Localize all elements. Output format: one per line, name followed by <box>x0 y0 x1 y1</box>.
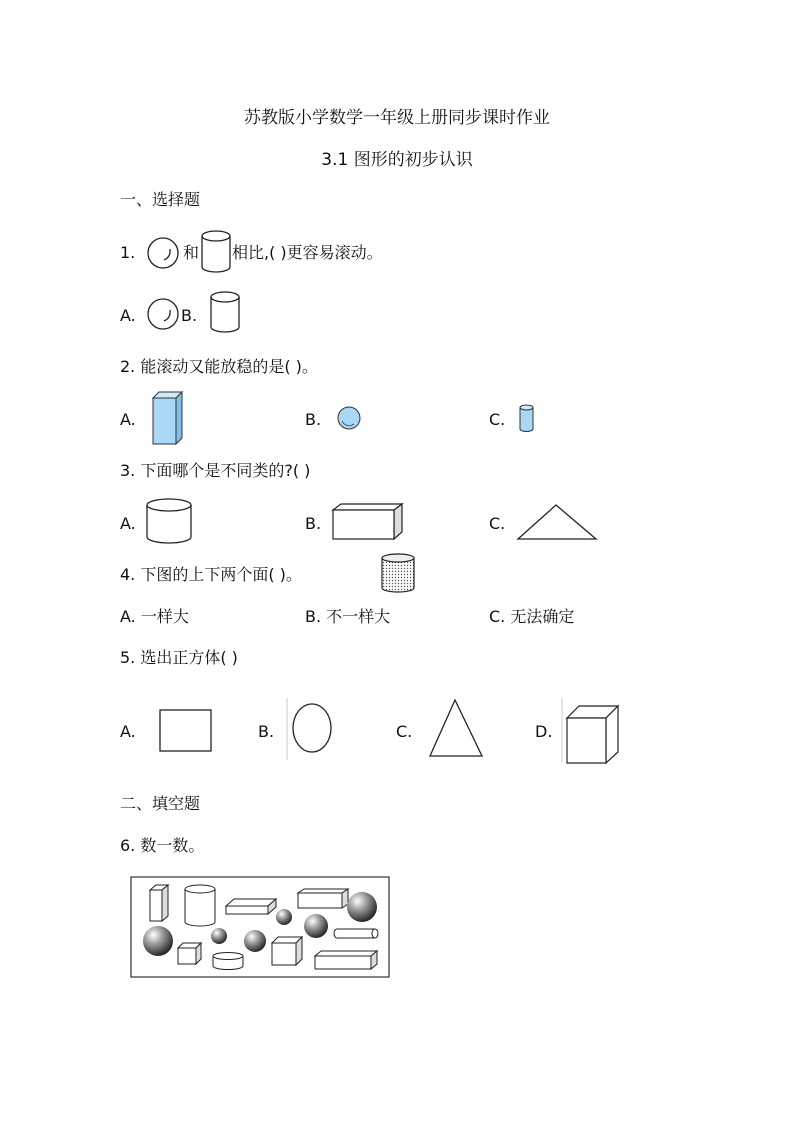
q5-triangle-icon <box>425 696 487 762</box>
q3-option-c-label: C. <box>489 514 506 533</box>
q6-sphere <box>143 926 173 956</box>
q6-medium-cube <box>272 937 302 965</box>
q2-question-text: 2. 能滚动又能放稳的是( )。 <box>120 357 318 376</box>
q6-sphere <box>244 930 266 952</box>
q1-option-b-cylinder-icon <box>208 291 242 335</box>
q4-dotted-cylinder-icon <box>379 552 419 596</box>
q1-question-text: 相比,( )更容易滚动。 <box>232 243 383 262</box>
q4-option-a: A. 一样大 <box>120 607 189 626</box>
q5-option-c-label: C. <box>396 722 413 741</box>
q5-option-a-label: A. <box>120 722 136 741</box>
q6-small-cube <box>178 943 201 964</box>
q3-cylinder-icon <box>145 497 195 547</box>
q1-cylinder-icon <box>200 230 232 274</box>
q1-option-a-label: A. <box>120 306 136 325</box>
q6-sphere <box>276 909 292 925</box>
q3-question-text: 3. 下面哪个是不同类的?( ) <box>120 461 311 480</box>
section-heading-fill: 二、填空题 <box>120 794 201 813</box>
q6-long-cuboid-top <box>298 889 348 908</box>
q6-sphere <box>347 892 377 922</box>
q6-sphere <box>304 914 328 938</box>
q2-option-b-label: B. <box>305 410 322 429</box>
q3-option-b-label: B. <box>305 514 322 533</box>
q5-option-b-label: B. <box>258 722 275 741</box>
q6-flat-cuboid <box>226 899 276 914</box>
q2-option-c-label: C. <box>489 410 506 429</box>
q5-cube-icon <box>560 696 624 768</box>
q2-cylinder-icon <box>518 404 536 434</box>
q6-shapes-picture <box>130 876 392 980</box>
q1-connector: 和 <box>183 243 200 262</box>
q5-oval-icon <box>285 696 337 764</box>
page-title: 苏教版小学数学一年级上册同步课时作业 <box>244 108 550 128</box>
page-subtitle: 3.1 图形的初步认识 <box>321 150 473 170</box>
q6-sphere <box>211 928 227 944</box>
q2-option-a-label: A. <box>120 410 136 429</box>
q6-question-text: 6. 数一数。 <box>120 836 205 855</box>
q6-tall-cuboid <box>150 885 168 921</box>
q6-long-cuboid-bottom <box>315 951 377 969</box>
q4-question-text: 4. 下图的上下两个面( )。 <box>120 565 302 584</box>
q4-option-c: C. 无法确定 <box>489 607 575 626</box>
section-heading-choice: 一、选择题 <box>120 190 201 209</box>
q1-option-b-label: B. <box>181 306 198 325</box>
q3-option-a-label: A. <box>120 514 136 533</box>
q3-triangle-icon <box>516 502 600 542</box>
q4-option-b: B. 不一样大 <box>305 607 391 626</box>
q1-option-a-ball-icon <box>146 297 182 331</box>
q5-rectangle-icon <box>157 707 215 755</box>
q5-option-d-label: D. <box>535 722 553 741</box>
q2-cuboid-icon <box>150 390 186 446</box>
q1-ball-icon <box>146 236 182 270</box>
q3-cuboid-icon <box>330 502 406 542</box>
q5-question-text: 5. 选出正方体( ) <box>120 648 238 667</box>
q1-number: 1. <box>120 243 136 262</box>
q2-sphere-icon <box>336 405 364 433</box>
